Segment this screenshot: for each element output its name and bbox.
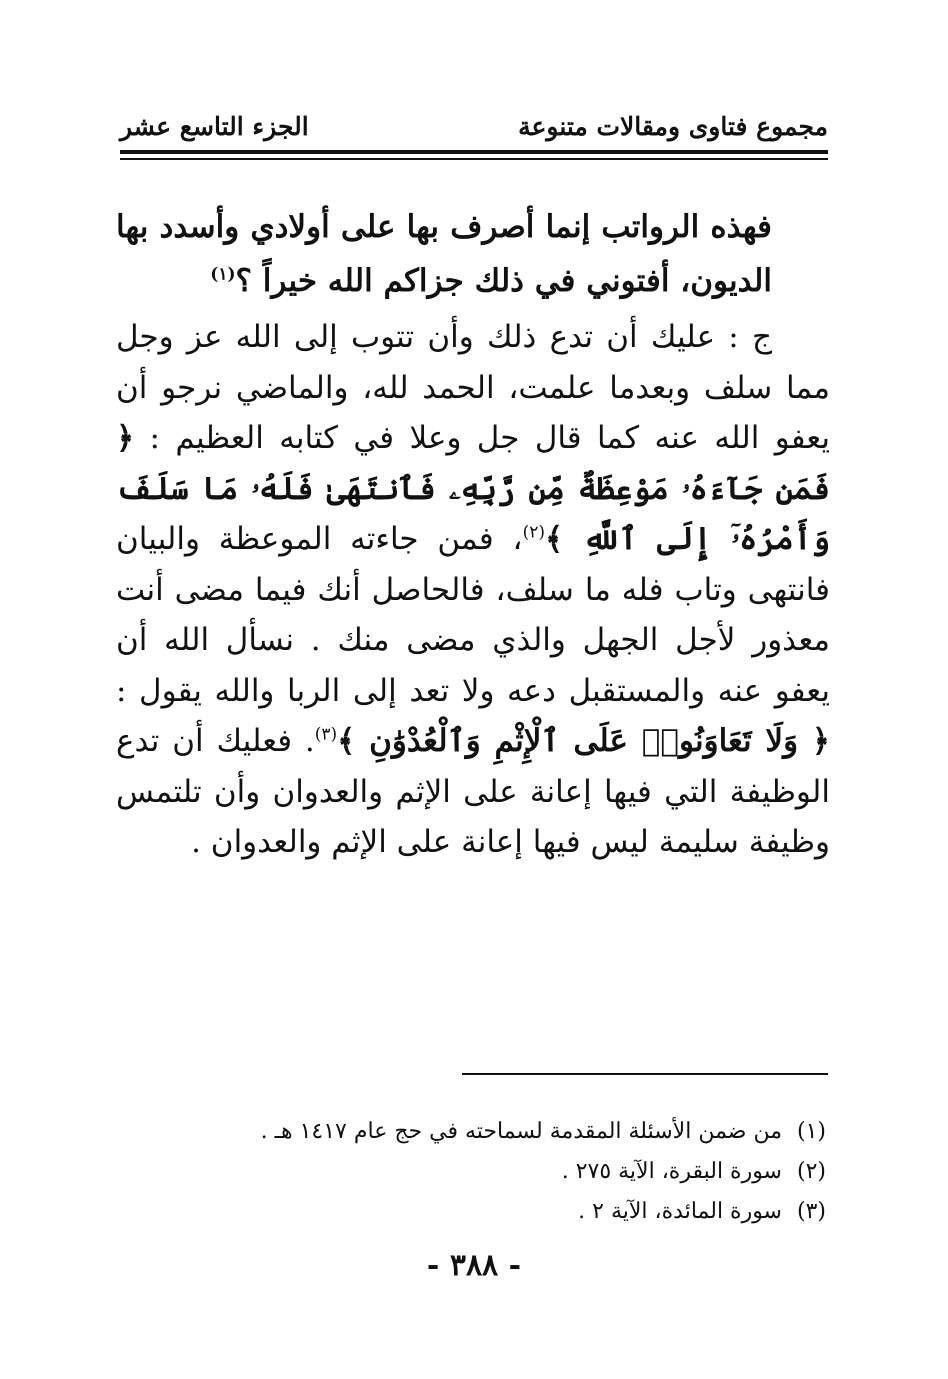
footnote-item bbox=[200, 1192, 826, 1232]
footnote-number: (١) bbox=[796, 1119, 826, 1144]
footnote-item bbox=[200, 1152, 826, 1192]
page-number: - ٣٨٨ - bbox=[426, 1248, 522, 1283]
question-paragraph bbox=[116, 200, 830, 308]
footnote-number: (٢) bbox=[796, 1159, 826, 1184]
footnote-ref-1: (١) bbox=[210, 264, 236, 285]
footnote-ref-3: (٣) bbox=[314, 724, 338, 745]
volume-title: الجزء التاسع عشر bbox=[120, 112, 309, 141]
answer-text-2: ، فمن جاءته الموعظة والبيان فانتهى وتاب فله ما سلف، فالحاصل أنك فيما مضى أنت معذور لأجل الجهل والذي مضى منك . نسأل الله أن يعفو عنه والمستقبل دعه ولا تعد إلى الربا والله يقول : bbox=[116, 521, 830, 709]
footnote-text: سورة المائدة، الآية ٢ . bbox=[578, 1199, 782, 1224]
main-text bbox=[116, 200, 830, 868]
footnote-separator bbox=[462, 1073, 828, 1075]
quran-verse-2: ﴿ وَلَا تَعَاوَنُوا۟ عَلَى ٱلْإِثْمِ وَٱلْعُدْوَٰنِ ﴾ bbox=[337, 723, 831, 759]
header-rule-thin bbox=[120, 158, 828, 160]
answer-text-1: ج : عليك أن تدع ذلك وأن تتوب إلى الله عز وجل مما سلف وبعدما علمت، الحمد لله، والماضي نرجو أن يعفو الله عنه كما قال جل وعلا في كتابه العظيم : bbox=[116, 319, 830, 456]
answer-paragraph bbox=[116, 312, 830, 868]
header-rule-thick bbox=[120, 150, 828, 154]
footnote-number: (٣) bbox=[796, 1199, 826, 1224]
footnote-ref-2: (٢) bbox=[522, 522, 545, 543]
running-header bbox=[120, 112, 828, 146]
question-text: فهذه الرواتب إنما أصرف بها على أولادي وأسدد بها الديون، أفتوني في ذلك جزاكم الله خيراً ؟ bbox=[116, 209, 772, 299]
footnote-item bbox=[200, 1112, 826, 1152]
book-title: مجموع فتاوى ومقالات متنوعة bbox=[518, 112, 828, 141]
answer-text-3: . فعليك أن تدع الوظيفة التي فيها إعانة على الإثم والعدوان وأن تلتمس وظيفة سليمة ليس فيها إعانة على الإثم والعدوان . bbox=[116, 723, 830, 860]
footnote-text: سورة البقرة، الآية ٢٧٥ . bbox=[561, 1159, 782, 1184]
footnotes bbox=[200, 1112, 826, 1232]
quran-verse-1: ﴿ فَمَن جَآءَهُۥ مَوْعِظَةٌ مِّن رَّبِّهِۦ فَٱنتَهَىٰ فَلَهُۥ مَا سَلَفَ وَأَمْرُهُۥٓ إِلَى ٱللَّهِ ﴾ bbox=[116, 420, 830, 557]
footnote-text: من ضمن الأسئلة المقدمة لسماحته في حج عام ١٤١٧ هـ . bbox=[260, 1119, 782, 1144]
